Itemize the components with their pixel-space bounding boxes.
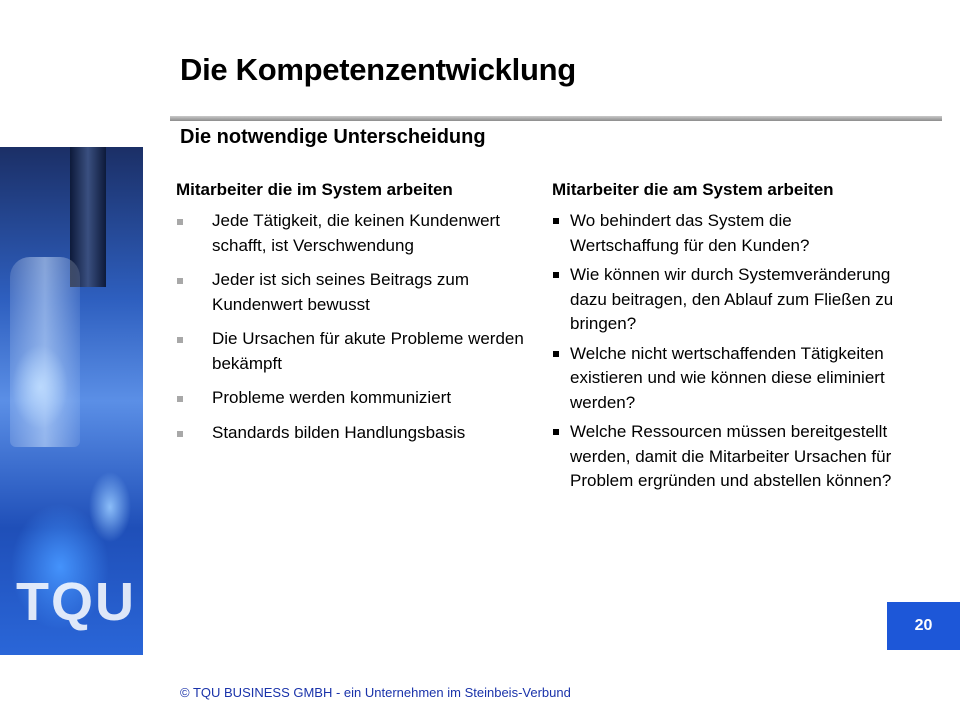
- list-item: Standards bilden Handlungsbasis: [176, 421, 538, 446]
- left-bullet-list: [176, 209, 538, 445]
- square-bullet-icon: [553, 272, 559, 278]
- list-item: Jede Tätigkeit, die keinen Kundenwert schafft, ist Verschwendung: [176, 209, 538, 258]
- page-number-badge: 20: [887, 602, 960, 650]
- right-bullet-list: [552, 209, 902, 494]
- right-column-heading: Mitarbeiter die am System arbeiten: [552, 180, 834, 199]
- tqu-logo: TQU: [16, 572, 136, 632]
- slide-subtitle: Die notwendige Unterscheidung: [180, 126, 486, 148]
- list-item: Probleme werden kommuniziert: [176, 386, 538, 411]
- lab-glassware-image: [0, 147, 143, 655]
- title-divider: [170, 116, 942, 121]
- square-bullet-icon: [553, 429, 559, 435]
- square-bullet-icon: [177, 396, 183, 402]
- list-item: Wie können wir durch Systemveränderung dazu beitragen, den Ablauf zum Fließen zu bringen?: [552, 263, 902, 337]
- square-bullet-icon: [553, 351, 559, 357]
- list-item: Die Ursachen für akute Probleme werden bekämpft: [176, 327, 538, 376]
- slide-title: Die Kompetenzentwicklung: [180, 52, 576, 87]
- right-column: [552, 180, 902, 499]
- left-column: [176, 180, 538, 455]
- list-item: Welche Ressourcen müssen bereitgestellt werden, damit die Mitarbeiter Ursachen für Problem ergründen und abstellen können?: [552, 420, 902, 494]
- square-bullet-icon: [177, 278, 183, 284]
- list-item: Welche nicht wertschaffenden Tätigkeiten existieren und wie können diese eliminiert werden?: [552, 342, 902, 416]
- list-item: Wo behindert das System die Wertschaffung für den Kunden?: [552, 209, 902, 258]
- square-bullet-icon: [177, 431, 183, 437]
- square-bullet-icon: [177, 337, 183, 343]
- square-bullet-icon: [177, 219, 183, 225]
- list-item: Jeder ist sich seines Beitrags zum Kundenwert bewusst: [176, 268, 538, 317]
- square-bullet-icon: [553, 218, 559, 224]
- image-glass-shape: [10, 257, 80, 447]
- left-column-heading: Mitarbeiter die im System arbeiten: [176, 180, 453, 199]
- footer-copyright: © TQU BUSINESS GMBH - ein Unternehmen im Steinbeis-Verbund: [180, 685, 571, 700]
